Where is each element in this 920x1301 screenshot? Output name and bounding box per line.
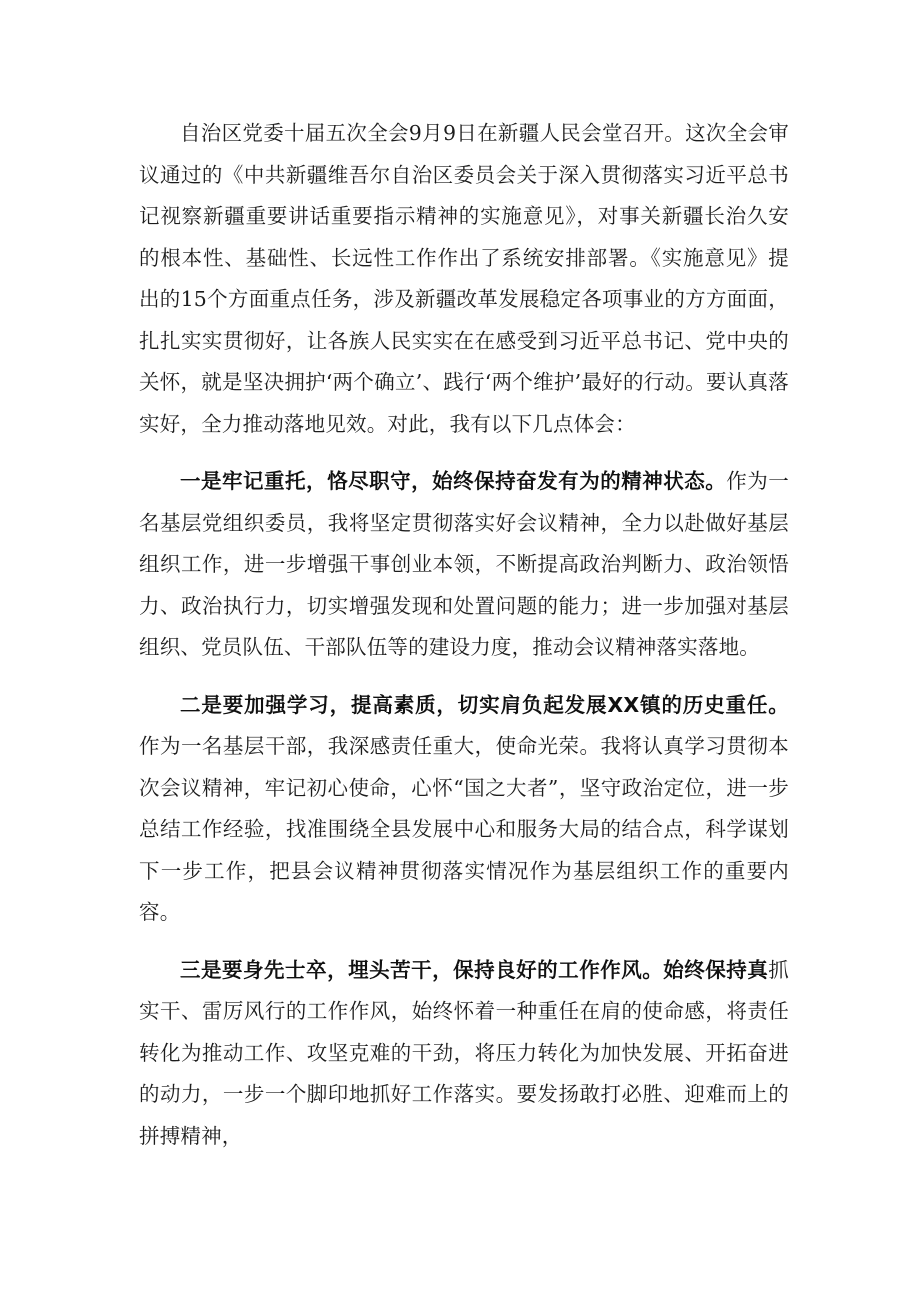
paragraph-text: 抓实干、雷厉风行的工作作风，始终怀着一种重任在肩的使命感，将责任转化为推动工作、攻坚克难的干劲，将压力转化为加快发展、开拓奋进的动力，一步一个脚印地抓好工作落实。要发扬敢打必胜、迎难而上的拼搏精神， <box>139 957 789 1148</box>
paragraph-point-two <box>139 685 789 934</box>
paragraph-text: 自治区党委十届五次全会9月9日在新疆人民会堂召开。这次全会审议通过的《中共新疆维吾尔自治区委员会关于深入贯彻落实习近平总书记视察新疆重要讲话重要指示精神的实施意见》，对事关新疆长治久安的根本性、基础性、长远性工作作出了系统安排部署。《实施意见》提出的15个方面重点任务，涉及新疆改革发展稳定各项事业的方方面面，扎扎实实贯彻好，让各族人民实实在在感受到习近平总书记、党中央的关怀，就是坚决拥护‘两个确立’、践行‘两个维护’最好的行动。要认真落实好，全力推动落地见效。对此，我有以下几点体会： <box>139 121 789 436</box>
paragraph-text: 作为一名基层党组织委员，我将坚定贯彻落实好会议精神，全力以赴做好基层组织工作，进一步增强干事创业本领，不断提高政治判断力、政治领悟力、政治执行力，切实增强发现和处置问题的能力；进一步加强对基层组织、党员队伍、干部队伍等的建设力度，推动会议精神落实落地。 <box>139 469 789 659</box>
paragraph-text: 作为一名基层干部，我深感责任重大，使命光荣。我将认真学习贯彻本次会议精神，牢记初心使命，心怀“国之大者”，坚守政治定位，进一步总结工作经验，找准围绕全县发展中心和服务大局的结合点，科学谋划下一步工作，把县会议精神贯彻落实情况作为基层组织工作的重要内容。 <box>139 734 789 924</box>
paragraph-intro <box>139 113 789 445</box>
paragraph-lead: 三是要身先士卒，埋头苦干，保持良好的工作作风。始终保持真 <box>180 957 769 982</box>
paragraph-point-three <box>139 950 789 1158</box>
paragraph-lead: 一是牢记重托，恪尽职守，始终保持奋发有为的精神状态。 <box>180 469 727 493</box>
document-body <box>139 113 789 1173</box>
paragraph-lead: 二是要加强学习，提高素质，切实肩负起发展XX镇的历史重任。 <box>180 692 789 717</box>
paragraph-point-one <box>139 461 789 669</box>
